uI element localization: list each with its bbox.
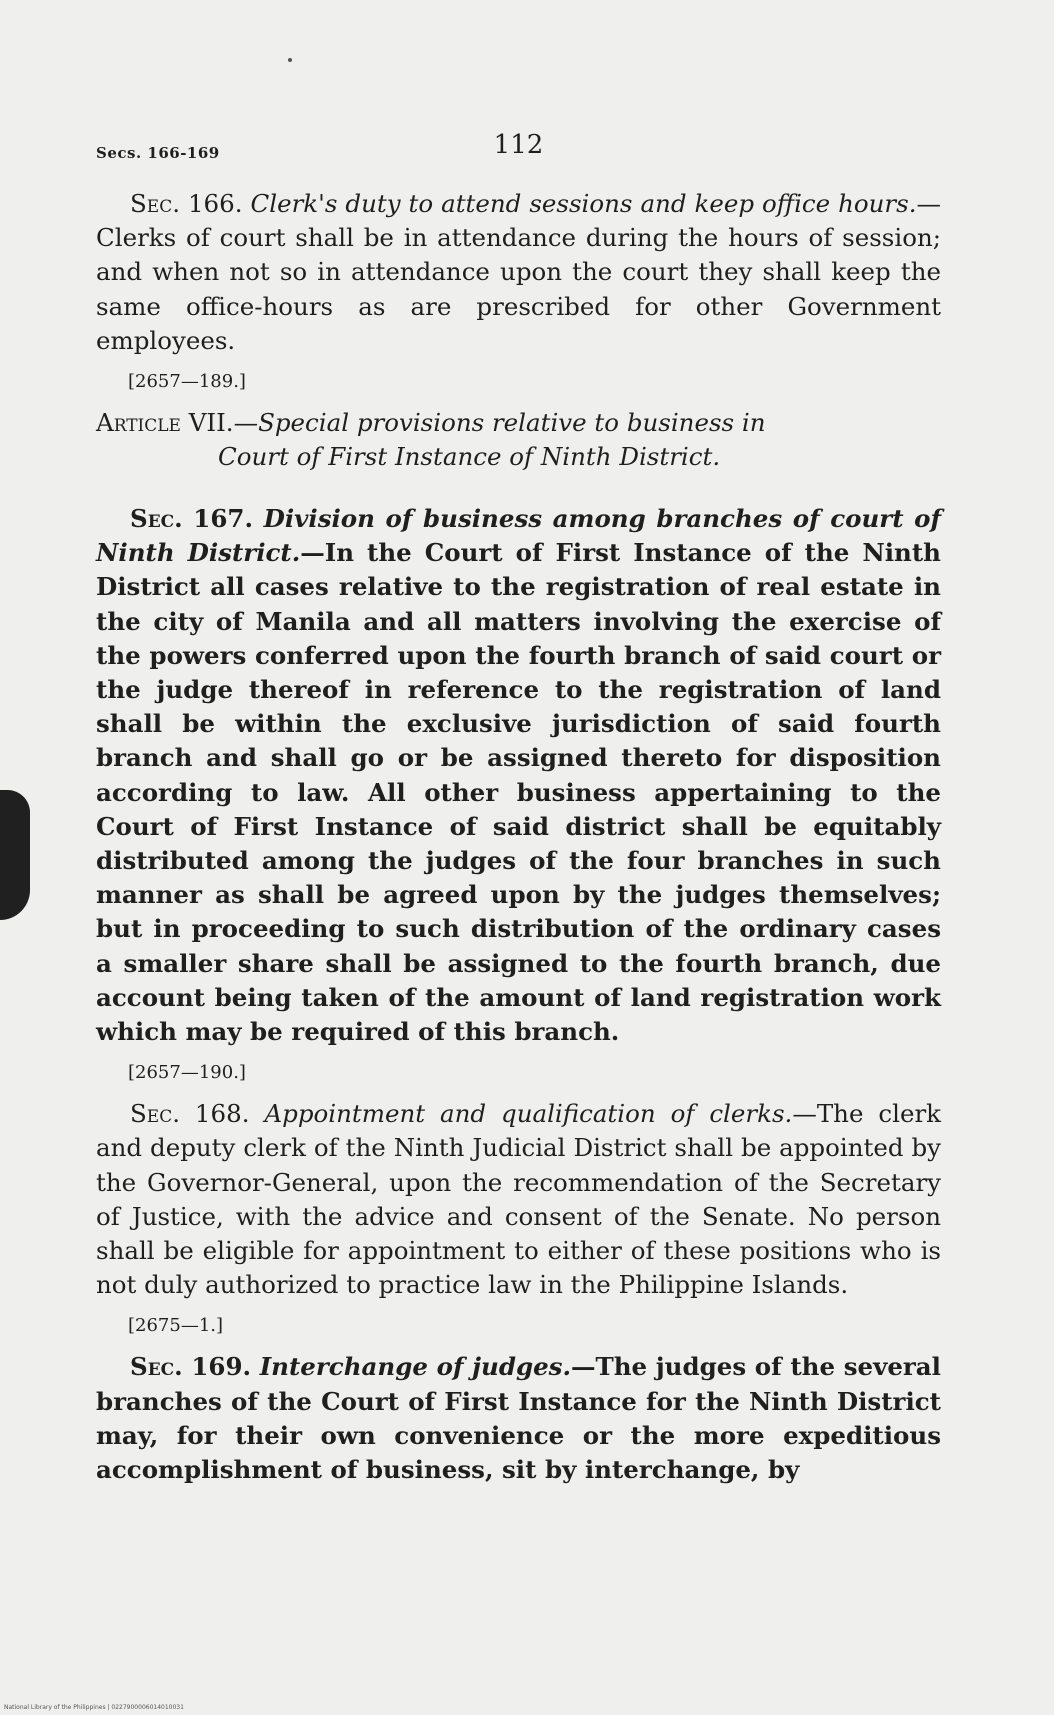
- section-167: [96, 502, 941, 1049]
- running-head: Secs. 166-169: [96, 144, 220, 162]
- section-heading: Clerk's duty to attend sessions and keep office hours.: [250, 189, 917, 218]
- section-label: Sec. 166.: [130, 189, 243, 218]
- section-citation: [2657—190.]: [128, 1062, 246, 1084]
- scan-footer: National Library of the Philippines | 0227900006014010031: [4, 1704, 184, 1711]
- section-166: [96, 187, 941, 358]
- article-label: Article VII.: [96, 408, 234, 438]
- scan-thumb-smudge: [0, 790, 30, 920]
- section-citation: [2657—189.]: [128, 371, 246, 393]
- section-label: Sec. 169.: [130, 1352, 252, 1382]
- section-label: Sec. 167.: [130, 504, 253, 534]
- scan-speck: [288, 58, 292, 62]
- section-heading: Interchange of judges.: [259, 1352, 571, 1382]
- page-content: [96, 187, 941, 1487]
- section-heading: Appointment and qualification of clerks.: [264, 1099, 793, 1129]
- section-heading: Division of business among branches of court of Ninth District.: [96, 504, 942, 568]
- section-168: [96, 1097, 941, 1302]
- article-title-part-1: —Special provisions relative to business in: [233, 408, 766, 438]
- section-label: Sec. 168.: [130, 1099, 250, 1129]
- section-169: [96, 1350, 941, 1487]
- section-body: —Clerks of court shall be in attendance during the hours of session; and when not so in attendance upon the court they shall keep the same office-hours as are prescribed for other Government employees.: [96, 189, 942, 355]
- page-header: [96, 130, 941, 170]
- page-number: 112: [493, 130, 544, 160]
- section-body: —The clerk and deputy clerk of the Ninth Judicial District shall be appointed by the Governor-General, upon the recommendation of the Secretary of Justice, with the advice and consent of the Senate. No person shall be eligible for appointment to either of these positions who is not duly authorized to practice law in the Philippine Islands.: [96, 1099, 942, 1300]
- article-heading: [96, 406, 941, 474]
- section-body: —The judges of the several branches of the Court of First Instance for the Ninth District may, for their own convenience or the more expeditious accomplishment of business, sit by interchange, by: [96, 1352, 941, 1485]
- article-line-1: [96, 406, 941, 440]
- section-body: —In the Court of First Instance of the Ninth District all cases relative to the registration of real estate in the city of Manila and all matters involving the exercise of the powers conferred upon the fourth branch of said court or the judge thereof in reference to the registration of land shall be within the exclusive jurisdiction of said fourth branch and shall go or be assigned thereto for disposition according to law. All other business appertaining to the Court of First Instance of said district shall be equitably distributed among the judges of the four branches in such manner as shall be agreed upon by the judges themselves; but in proceeding to such distribution of the ordinary cases a smaller share shall be assigned to the fourth branch, due account being taken of the amount of land registration work which may be required of this branch.: [96, 538, 941, 1047]
- article-title-part-2: Court of First Instance of Ninth District.: [218, 442, 721, 472]
- section-citation: [2675—1.]: [128, 1315, 224, 1337]
